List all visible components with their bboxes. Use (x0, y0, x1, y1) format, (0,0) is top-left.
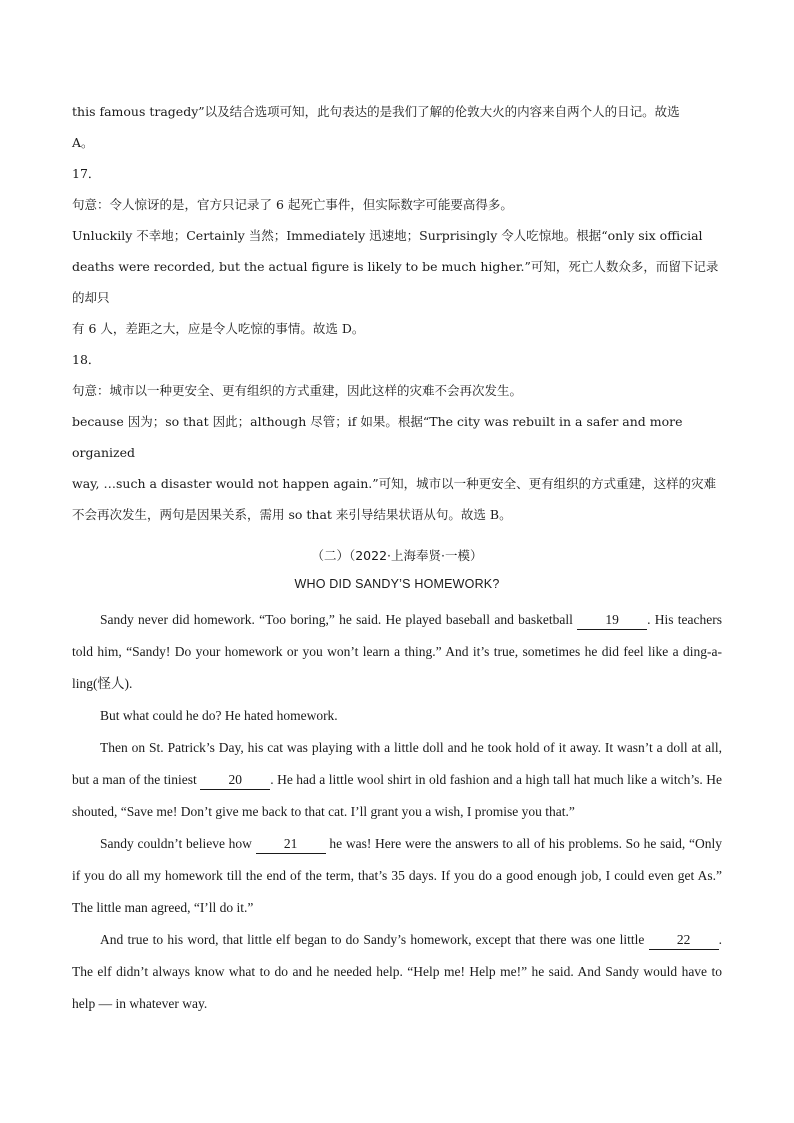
passage-title: WHO DID SANDY’S HOMEWORK? (294, 577, 500, 591)
explanation-line: because 因为；so that 因此；although 尽管；if 如果。根据“The city was rebuilt in a safer and more organized (72, 414, 683, 460)
section-subtitle: （二）（2022·上海奉贤·一模） (311, 548, 483, 563)
paragraph-text: And true to his word, that little elf began to do Sandy’s homework, except that there was one little (100, 932, 649, 947)
paragraph-text: Sandy couldn’t believe how (100, 836, 256, 851)
explanation-line: 句意：城市以一种更安全、更有组织的方式重建，因此这样的灾难不会再次发生。 (72, 383, 523, 398)
answer-explanations (72, 96, 722, 530)
paragraph-text: . He had a little wool shirt in old fashion and a high tall hat much like a witch’s. He shouted, “Save me! Don’t give me back to that cat. I’ll grant you a wish, I promise you that.” (72, 772, 722, 819)
explanation-line: 有 6 人，差距之大，应是令人吃惊的事情。故选 D。 (72, 321, 365, 336)
explanation-line: deaths were recorded, but the actual figure is likely to be much higher.”可知，死亡人数众多，而留下记录的却只 (72, 259, 719, 305)
blank-21: 21 (256, 835, 326, 854)
paragraph-text: Sandy never did homework. “Too boring,” he said. He played baseball and basketball (100, 612, 578, 627)
blank-22: 22 (649, 931, 719, 950)
question-number: 17． (72, 166, 101, 181)
explanation-line: 不会再次发生，两句是因果关系，需用 so that 来引导结果状语从句。故选 B。 (72, 507, 512, 522)
passage-paragraph (72, 828, 722, 924)
question-number: 18． (72, 352, 101, 367)
paragraph-text: . His teachers told him, “Sandy! Do your homework or you won’t learn a thing.” And it’s true, sometimes he did feel like a ding-a-ling(怪人). (72, 612, 722, 691)
passage-paragraph: But what could he do? He hated homework. (100, 708, 338, 723)
explanation-line: Unluckily 不幸地；Certainly 当然；Immediately 迅速地；Surprisingly 令人吃惊地。根据“only six official (72, 228, 703, 243)
passage-paragraph (72, 604, 722, 700)
reading-passage (72, 604, 722, 1020)
blank-19: 19 (577, 611, 647, 630)
passage-paragraph (72, 732, 722, 828)
explanation-line: way, …such a disaster would not happen again.”可知，城市以一种更安全、更有组织的方式重建，这样的灾难 (72, 476, 717, 491)
paragraph-text: Then on St. Patrick’s Day, his cat was playing with a little doll and he took hold of it away. It wasn’t a doll at all, but a man of the tiniest (72, 740, 722, 787)
explanation-line: 句意：令人惊讶的是，官方只记录了 6 起死亡事件，但实际数字可能要高得多。 (72, 197, 513, 212)
paragraph-text: . The elf didn’t always know what to do and he needed help. “Help me! Help me!” he said. And Sandy would have to help — in whatever way. (72, 932, 722, 1011)
explanation-line: A。 (72, 135, 94, 150)
paragraph-text: he was! Here were the answers to all of his problems. So he said, “Only if you do all my homework till the end of the term, that’s 35 days. If you do a good enough job, I could even get As.” The little man agreed, “I’ll do it.” (72, 836, 722, 915)
blank-20: 20 (200, 771, 270, 790)
explanation-line: this famous tragedy”以及结合选项可知，此句表达的是我们了解的伦敦大火的内容来自两个人的日记。故选 (72, 104, 680, 119)
passage-paragraph (72, 924, 722, 1020)
